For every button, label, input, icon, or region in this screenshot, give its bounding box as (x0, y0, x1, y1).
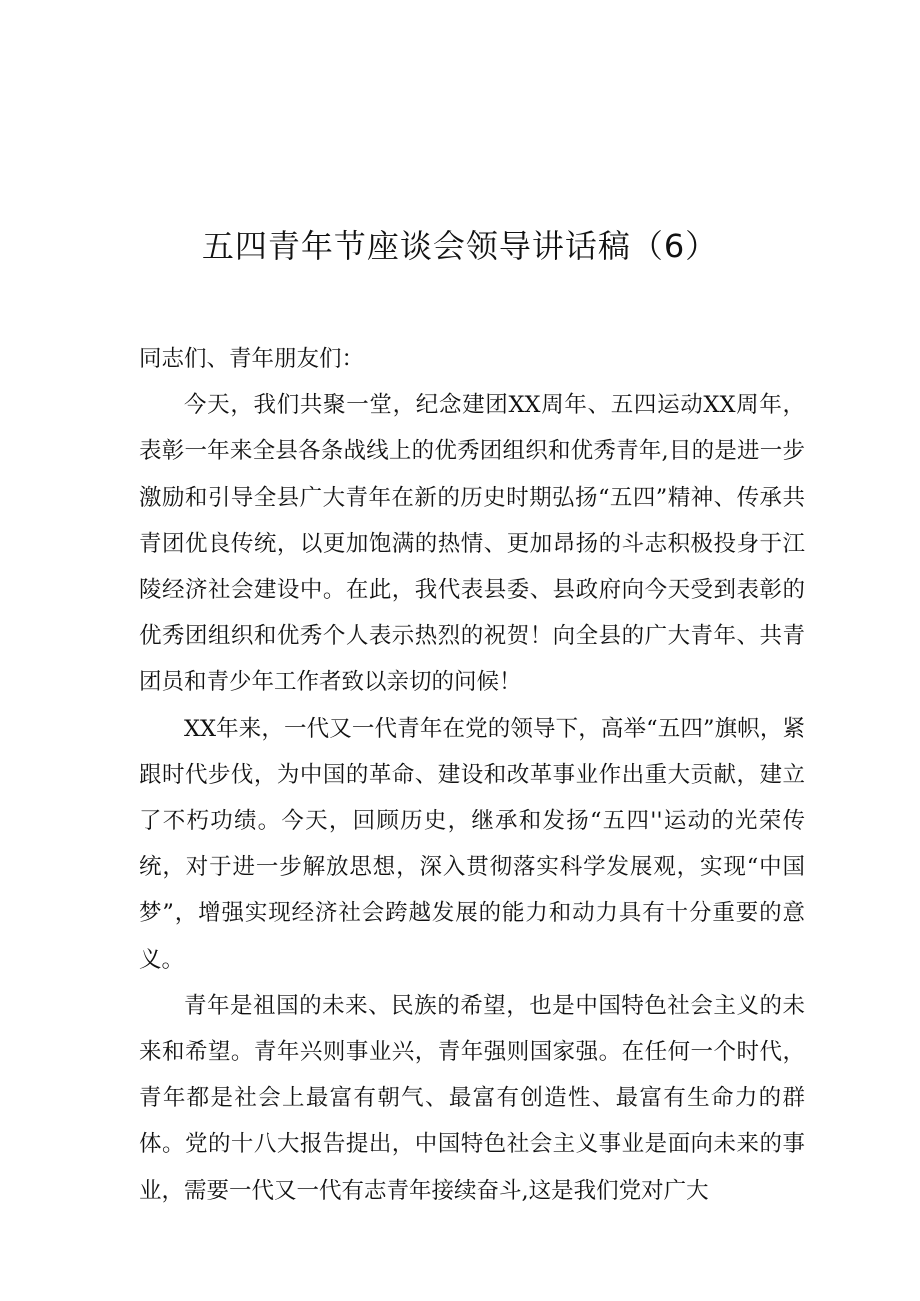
document-title: 五四青年节座谈会领导讲话稿（6） (201, 227, 719, 265)
paragraph-1: 今天，我们共聚一堂，纪念建团XX周年、五四运动XX周年，表彰一年来全县各条战线上的优秀团组织和优秀青年,目的是进一步激励和引导全县广大青年在新的历史时期弘扬“五四”精神、传承共青团优良传统，以更加饱满的热情、更加昂扬的斗志积极投身于江陵经济社会建设中。在此，我代表县委、县政府向今天受到表彰的优秀团组织和优秀个人表示热烈的祝贺！向全县的广大青年、共青团员和青少年工作者致以亲切的问候！ (139, 392, 805, 696)
paragraph-2: XX年来，一代又一代青年在党的领导下，高举“五四”旗帜，紧跟时代步伐，为中国的革命、建设和改革事业作出重大贡献，建立了不朽功绩。今天，回顾历史，继承和发扬“五四''运动的光荣传统，对于进一步解放思想，深入贯彻落实科学发展观，实现“中国梦”，增强实现经济社会跨越发展的能力和动力具有十分重要的意义。 (139, 715, 805, 973)
paragraph-3: 青年是祖国的未来、民族的希望，也是中国特色社会主义的未来和希望。青年兴则事业兴，青年强则国家强。在任何一个时代，青年都是社会上最富有朝气、最富有创造性、最富有生命力的群体。党的十八大报告提出，中国特色社会主义事业是面向未来的事业，需要一代又一代有志青年接续奋斗,这是我们党对广大 (139, 992, 805, 1204)
document-body (139, 336, 805, 1214)
salutation: 同志们、青年朋友们： (139, 346, 365, 372)
